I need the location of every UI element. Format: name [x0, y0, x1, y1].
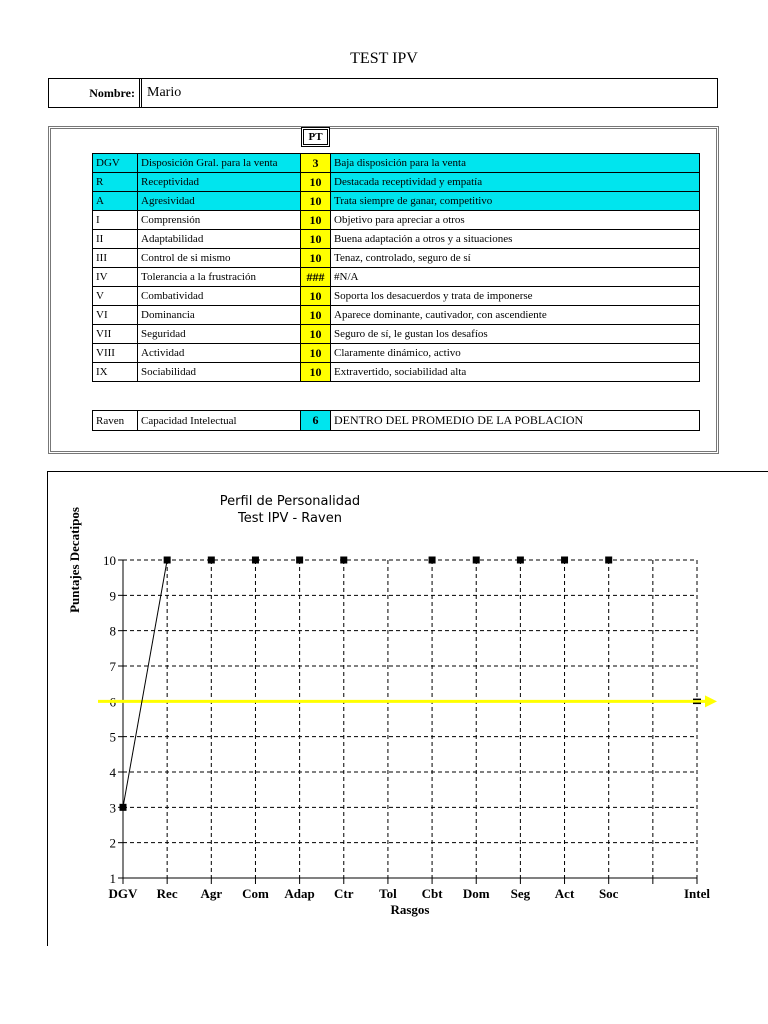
trait-description: Seguro de sí, le gustan los desafíos: [331, 325, 700, 344]
trait-description: Baja disposición para la venta: [331, 154, 700, 173]
x-tick-label: Tol: [379, 886, 397, 901]
trait-description: Soporta los desacuerdos y trata de imponerse: [331, 287, 700, 306]
trait-name: Receptividad: [138, 173, 301, 192]
x-tick-label: Agr: [200, 886, 223, 901]
trait-score: 10: [301, 173, 331, 192]
chart-subtitle: Test IPV - Raven: [238, 511, 342, 526]
x-tick-label: Adap: [284, 886, 315, 901]
trait-description: Aparece dominante, cautivador, con ascendiente: [331, 306, 700, 325]
trait-description: #N/A: [331, 268, 700, 287]
trait-code: VI: [93, 306, 138, 325]
x-tick-label: Ctr: [334, 886, 354, 901]
table-row: [93, 287, 700, 306]
table-row: [93, 344, 700, 363]
trait-score: 10: [301, 306, 331, 325]
trait-code: III: [93, 249, 138, 268]
y-tick-label: 2: [109, 835, 116, 851]
y-tick-label: 4: [109, 765, 116, 780]
trait-code: VII: [93, 325, 138, 344]
y-tick-label: 9: [109, 588, 116, 604]
table-row: [93, 192, 700, 211]
raven-results-table: [92, 410, 700, 431]
y-tick-label: 8: [109, 623, 116, 639]
y-tick-label: 7: [109, 659, 116, 674]
trait-code: IX: [93, 363, 138, 382]
x-tick-label: Seg: [510, 886, 531, 901]
x-tick-label: Soc: [598, 886, 619, 901]
name-field: [48, 78, 718, 108]
trait-score: 10: [301, 287, 331, 306]
trait-code: V: [93, 287, 138, 306]
trait-name: Comprensión: [138, 211, 301, 230]
trait-name: Sociabilidad: [138, 363, 301, 382]
trait-name: Control de si mismo: [138, 249, 301, 268]
x-tick-label: Rec: [156, 886, 178, 901]
trait-score: 10: [301, 363, 331, 382]
table-row: [93, 325, 700, 344]
chart-frame: [47, 471, 768, 946]
x-tick-label: DGV: [108, 886, 138, 901]
trait-score: 10: [301, 192, 331, 211]
table-row: [93, 268, 700, 287]
trait-code: IV: [93, 268, 138, 287]
chart-title: Perfil de Personalidad: [219, 494, 361, 509]
y-tick-label: 10: [103, 553, 116, 568]
table-row: [93, 173, 700, 192]
trait-code: II: [93, 230, 138, 249]
trait-description: Trata siempre de ganar, competitivo: [331, 192, 700, 211]
trait-code: VIII: [93, 344, 138, 363]
trait-code: A: [93, 192, 138, 211]
trait-name: Combatividad: [138, 287, 301, 306]
trait-name: Adaptabilidad: [138, 230, 301, 249]
trait-description: Objetivo para apreciar a otros: [331, 211, 700, 230]
y-tick-label: 6: [109, 694, 116, 710]
table-row: [93, 249, 700, 268]
trait-name: Seguridad: [138, 325, 301, 344]
trait-score: 10: [301, 249, 331, 268]
x-tick-label: Dom: [462, 886, 490, 901]
pt-column-header: PT: [301, 127, 330, 147]
raven-description: DENTRO DEL PROMEDIO DE LA POBLACION: [331, 411, 700, 431]
page-title: TEST IPV: [350, 50, 418, 67]
trait-description: Tenaz, controlado, seguro de sí: [331, 249, 700, 268]
y-axis-label: Puntajes Decatipos: [67, 507, 82, 613]
y-tick-label: 1: [109, 871, 116, 886]
trait-score: ###: [301, 268, 331, 287]
trait-name: Actividad: [138, 344, 301, 363]
y-tick-label: 5: [109, 729, 116, 745]
x-axis-label: Rasgos: [390, 902, 430, 917]
x-tick-label: Cbt: [421, 886, 443, 901]
trait-code: I: [93, 211, 138, 230]
trait-name: Disposición Gral. para la venta: [138, 154, 301, 173]
trait-description: Destacada receptividad y empatía: [331, 173, 700, 192]
trait-score: 10: [301, 230, 331, 249]
table-row: [93, 363, 700, 382]
trait-name: Agresividad: [138, 192, 301, 211]
x-tick-label: Intel: [684, 886, 710, 901]
table-row: [93, 306, 700, 325]
trait-code: R: [93, 173, 138, 192]
name-value: Mario: [147, 85, 182, 100]
trait-score: 10: [301, 325, 331, 344]
raven-trait: Capacidad Intelectual: [138, 411, 301, 431]
table-row: [93, 230, 700, 249]
table-row: [93, 154, 700, 173]
trait-code: DGV: [93, 154, 138, 173]
trait-name: Tolerancia a la frustración: [138, 268, 301, 287]
ipv-results-table: [92, 153, 700, 382]
raven-code: Raven: [93, 411, 138, 431]
y-tick-label: 3: [109, 800, 116, 816]
trait-description: Extravertido, sociabilidad alta: [331, 363, 700, 382]
name-label: Nombre:: [77, 79, 142, 107]
table-row: [93, 211, 700, 230]
trait-score: 10: [301, 344, 331, 363]
x-tick-label: Com: [242, 886, 269, 901]
trait-score: 3: [301, 154, 331, 173]
trait-score: 10: [301, 211, 331, 230]
trait-description: Claramente dinámico, activo: [331, 344, 700, 363]
raven-score: 6: [301, 411, 331, 431]
x-tick-label: Act: [554, 886, 575, 901]
trait-description: Buena adaptación a otros y a situaciones: [331, 230, 700, 249]
trait-name: Dominancia: [138, 306, 301, 325]
raven-row: [93, 411, 700, 431]
